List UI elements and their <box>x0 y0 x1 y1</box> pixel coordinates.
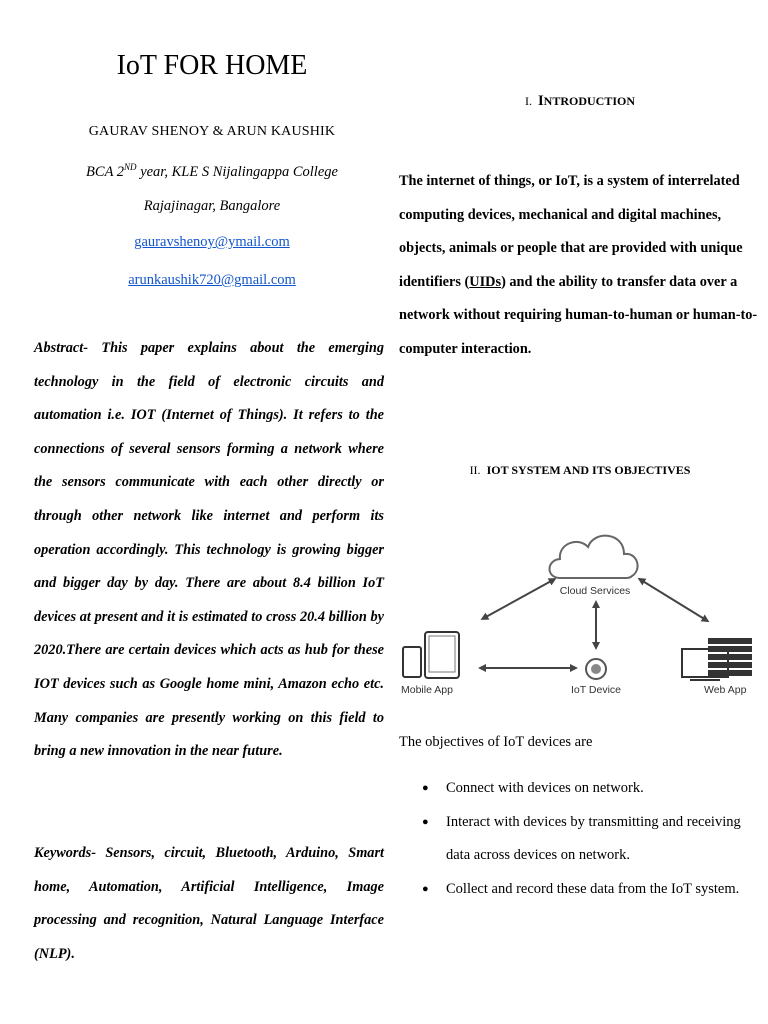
uids-term: UIDs <box>469 273 502 290</box>
objective-text: Interact with devices by transmitting and receiving data across devices on network. <box>446 813 741 864</box>
abstract-paragraph: Abstract- This paper explains about the emerging technology in the field of electronic circuits and automation i.e. IOT (Internet of Things). It refers to the connections of several sensors forming a network where the sensors communicate with each other directly or through other network like internet and perform its operation accordingly. This technology is growing bigger and bigger day by day. There are about 8.4 billion IoT devices at present and it is estimated to cross 20.4 billion by 2020.There are certain devices which acts as hub for these IOT devices such as Google home mini, Amazon echo etc. Many companies are presently working on this field to bring a new innovation in the near future. <box>34 340 384 760</box>
email-link-2[interactable]: arunkaushik720@gmail.com <box>128 272 296 288</box>
iot-system-diagram <box>398 522 758 702</box>
section-title-rest: NTRODUCTION <box>543 94 635 108</box>
objectives-intro: The objectives of IoT devices are <box>399 734 593 750</box>
section-number: I. <box>525 94 532 108</box>
bullet-icon: ● <box>422 815 429 828</box>
list-item <box>420 873 760 907</box>
web-app-label: Web App <box>704 684 747 696</box>
bullet-icon: ● <box>422 882 429 895</box>
mobile-app-label: Mobile App <box>401 684 453 696</box>
affiliation-suffix: year, KLE S Nijalingappa College <box>136 164 338 180</box>
intro-text-part-1: The internet of things, or IoT, is a system of interrelated computing devices, mechanical and digital machines, objects, animals or people that are provided with unique identifiers ( <box>399 173 743 290</box>
web-server-icon <box>682 638 752 680</box>
iot-device-label: IoT Device <box>571 684 621 696</box>
objective-text: Collect and record these data from the IoT system. <box>446 880 740 897</box>
iot-device-icon <box>586 659 606 679</box>
section-heading-iot-system <box>400 463 760 478</box>
cloud-services-label: Cloud Services <box>559 585 631 597</box>
arrow-cloud-mobile <box>484 580 553 618</box>
paper-title: IoT FOR HOME <box>116 50 308 81</box>
section-heading-introduction <box>400 93 760 110</box>
section-initial: I <box>538 93 544 109</box>
section-number: II. <box>469 463 481 477</box>
affiliation-prefix: BCA 2 <box>86 164 125 180</box>
affiliation-line-2: Rajajinagar, Bangalore <box>143 198 281 214</box>
list-item <box>420 772 760 806</box>
intro-text-part-2: ) and the ability to transfer data over a network without requiring human-to-human or human-to-computer interaction. <box>399 273 758 357</box>
cloud-icon <box>550 536 638 578</box>
objectives-list <box>420 772 760 906</box>
keywords-paragraph: Keywords- Sensors, circuit, Bluetooth, Arduino, Smart home, Automation, Artificial Intelligence, Image processing and recognition, Natural Language Interface (NLP). <box>34 845 384 962</box>
bullet-icon: ● <box>422 782 429 794</box>
objective-text: Connect with devices on network. <box>446 780 644 796</box>
list-item <box>420 806 760 873</box>
arrow-cloud-web <box>641 580 706 620</box>
affiliation-superscript: ND <box>124 162 137 172</box>
affiliation-line-1 <box>0 162 424 181</box>
introduction-paragraph <box>399 165 759 367</box>
section-title: IOT SYSTEM AND ITS OBJECTIVES <box>486 463 691 477</box>
author-names: GAURAV SHENOY & ARUN KAUSHIK <box>88 124 336 139</box>
mobile-devices-icon <box>403 632 459 678</box>
email-link-1[interactable]: gauravshenoy@ymail.com <box>134 234 290 250</box>
